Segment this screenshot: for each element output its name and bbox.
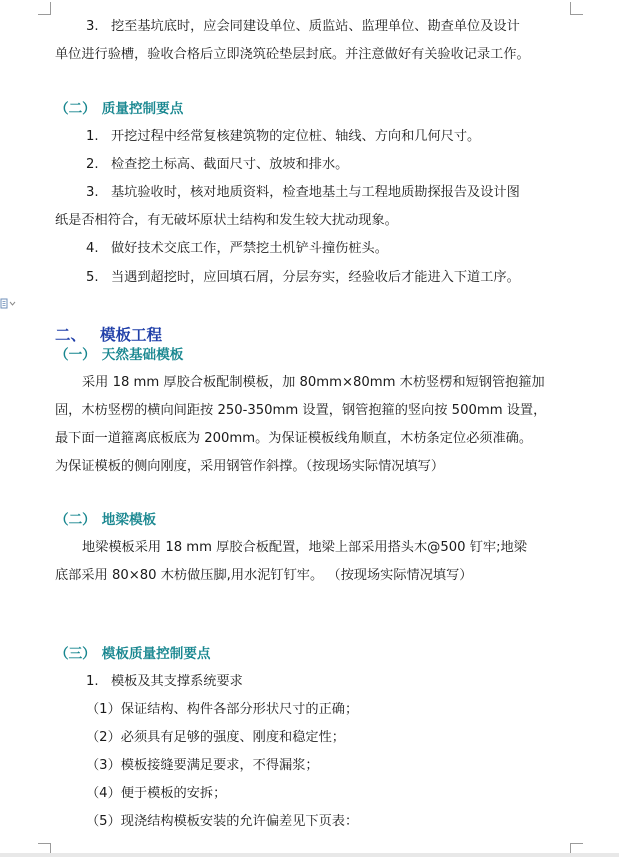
prev-item-3-line-1 bbox=[86, 19, 520, 35]
heading-text: 质量控制要点 bbox=[101, 101, 184, 117]
quality-item-3-continued: 纸是否相符合，有无破坏原状土结构和发生较大扰动现象。 bbox=[55, 213, 398, 228]
paragraph-anchor-icon[interactable] bbox=[0, 297, 16, 311]
list-number: 3. bbox=[86, 185, 99, 200]
heading-text: 天然基础模板 bbox=[101, 347, 184, 363]
heading-number: 二、 bbox=[55, 326, 87, 344]
ground-beam-paragraph-line-2: 底部采用 80×80 木枋做压脚,用水泥钉钉牢。 （按现场实际情况填写） bbox=[55, 568, 473, 583]
quality-item-1 bbox=[86, 129, 480, 145]
list-number: 2. bbox=[86, 157, 99, 172]
list-text: 模板及其支撑系统要求 bbox=[111, 674, 243, 689]
formwork-sub-item-3: （3）模板接缝要满足要求，不得漏浆； bbox=[86, 758, 319, 773]
heading-number: （一） bbox=[55, 347, 96, 363]
crop-mark-top-right bbox=[570, 2, 583, 15]
quality-item-2 bbox=[86, 157, 348, 173]
natural-paragraph-line-4: 为保证模板的侧向刚度，采用钢管作斜撑。（按现场实际情况填写） bbox=[55, 459, 445, 474]
formwork-quality-item-1 bbox=[86, 674, 243, 690]
list-text: 当遇到超挖时，应回填石屑，分层夯实，经验收后才能进入下道工序。 bbox=[111, 270, 520, 285]
natural-paragraph-line-1: 采用 18 mm 厚胶合板配制模板，加 80mm×80mm 木枋竖楞和短钢管抱箍加 bbox=[82, 375, 545, 390]
list-number: 5. bbox=[86, 270, 99, 285]
list-text: 开挖过程中经常复核建筑物的定位桩、轴线、方向和几何尺寸。 bbox=[111, 129, 481, 144]
formwork-sub-item-2: （2）必须具有足够的强度、刚度和稳定性； bbox=[86, 730, 345, 745]
formwork-sub-item-4: （4）便于模板的安拆； bbox=[86, 786, 227, 801]
quality-item-3 bbox=[86, 185, 520, 201]
list-number: 4. bbox=[86, 241, 99, 256]
natural-foundation-heading bbox=[55, 347, 183, 363]
natural-paragraph-line-2: 固，木枋竖楞的横向间距按 250-350mm 设置，钢管抱箍的竖向按 500mm 设置， bbox=[55, 403, 547, 418]
quality-control-heading bbox=[55, 101, 183, 117]
formwork-quality-heading bbox=[55, 646, 211, 662]
list-number: 1. bbox=[86, 674, 99, 689]
list-text: 检查挖土标高、截面尺寸、放坡和排水。 bbox=[111, 157, 349, 172]
natural-paragraph-line-3: 最下面一道箍离底板底为 200mm。为保证模板线角顺直，木枋条定位必须准确。 bbox=[55, 431, 533, 446]
heading-text: 地梁模板 bbox=[101, 512, 157, 528]
crop-mark-top-left bbox=[38, 2, 51, 15]
prev-item-3-line-2: 单位进行验槽，验收合格后立即浇筑砼垫层封底。并注意做好有关验收记录工作。 bbox=[55, 47, 530, 62]
formwork-heading bbox=[55, 326, 162, 344]
list-text: 基坑验收时，核对地质资料，检查地基土与工程地质勘探报告及设计图 bbox=[111, 185, 520, 200]
list-number: 1. bbox=[86, 129, 99, 144]
heading-number: （二） bbox=[55, 512, 96, 528]
quality-item-5 bbox=[86, 270, 520, 286]
heading-text: 模板质量控制要点 bbox=[101, 646, 211, 662]
page-bottom-edge bbox=[0, 853, 619, 857]
ground-beam-paragraph-line-1: 地梁模板采用 18 mm 厚胶合板配置，地梁上部采用搭头木@500 钉牢;地梁 bbox=[82, 540, 527, 555]
heading-number: （二） bbox=[55, 101, 96, 117]
list-number: 3. bbox=[86, 19, 99, 34]
formwork-sub-item-1: （1）保证结构、构件各部分形状尺寸的正确； bbox=[86, 702, 359, 717]
heading-number: （三） bbox=[55, 646, 96, 662]
formwork-sub-item-5: （5）现浇结构模板安装的允许偏差见下页表： bbox=[86, 814, 359, 829]
ground-beam-heading bbox=[55, 512, 156, 528]
heading-text: 模板工程 bbox=[100, 326, 163, 344]
list-text: 挖至基坑底时，应会同建设单位、质监站、监理单位、勘查单位及设计 bbox=[111, 19, 520, 34]
list-text: 做好技术交底工作，严禁挖土机铲斗撞伤桩头。 bbox=[111, 241, 388, 256]
quality-item-4 bbox=[86, 241, 388, 257]
